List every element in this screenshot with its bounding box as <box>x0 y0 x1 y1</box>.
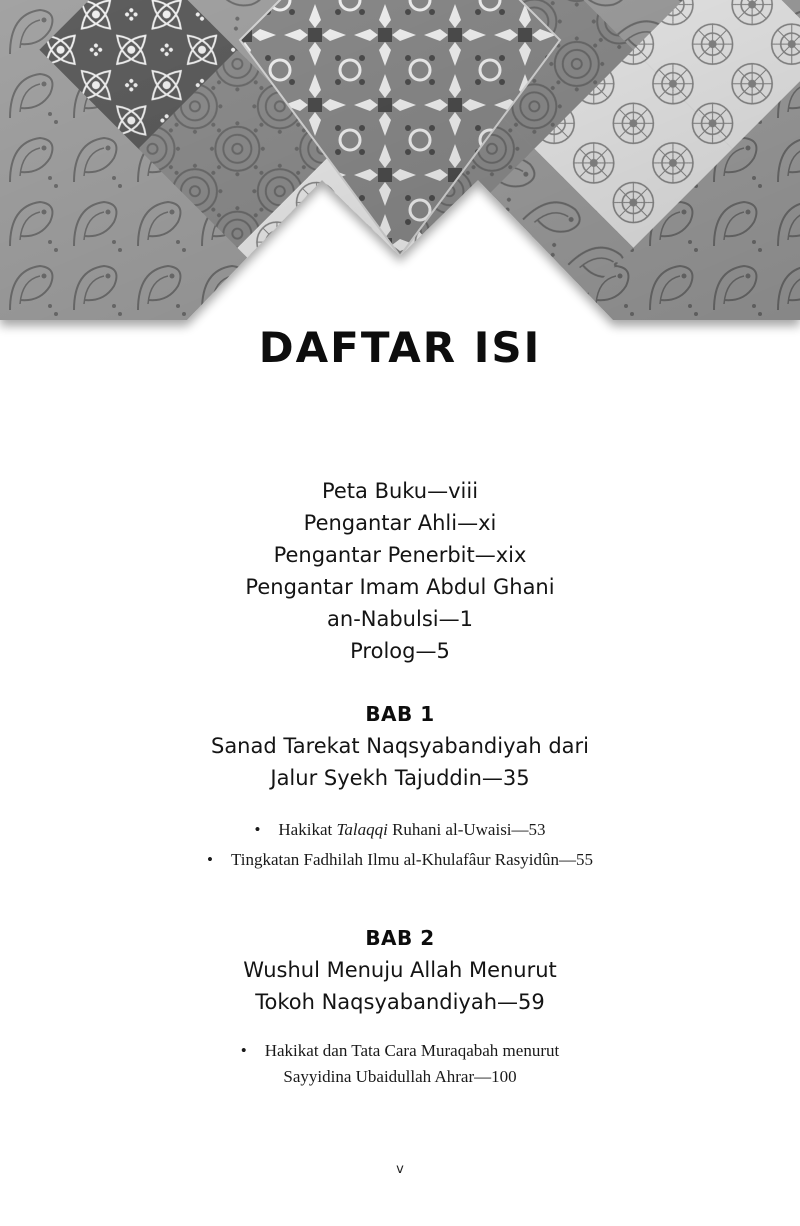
bullet-icon: • <box>254 820 261 839</box>
subsection-text: Tingkatan Fadhilah Ilmu al-Khulafâur Rasyidûn—55 <box>230 850 593 869</box>
chapter-2-label: BAB 2 <box>365 926 435 950</box>
toc-entry-pengantar-imam-line1[interactable]: Pengantar Imam Abdul Ghani <box>245 575 555 599</box>
chapter-2-title-line1[interactable]: Wushul Menuju Allah Menurut <box>243 958 557 982</box>
subsection-text: Ruhani al-Uwaisi—53 <box>387 820 546 839</box>
toc-entry-prolog[interactable]: Prolog—5 <box>350 639 450 663</box>
page-title: DAFTAR ISI <box>258 323 542 373</box>
bullet-icon: • <box>240 1041 247 1060</box>
subsection-text: Hakikat <box>278 820 337 839</box>
chapter-1-subsection-2[interactable] <box>0 847 800 873</box>
toc-entry-peta-buku[interactable]: Peta Buku—viii <box>321 479 479 503</box>
subsection-text: Sayyidina Ubaidullah Ahrar—100 <box>283 1067 517 1086</box>
chapter-2-title-line2[interactable]: Tokoh Naqsyabandiyah—59 <box>255 990 545 1014</box>
page-number: v <box>396 1162 404 1177</box>
chapter-1-subsection-1[interactable] <box>0 817 800 843</box>
subsection-italic-term: Talaqqi <box>336 820 388 839</box>
chapter-1-title-line1[interactable]: Sanad Tarekat Naqsyabandiyah dari <box>210 734 590 758</box>
toc-entry-pengantar-imam-line2[interactable]: an-Nabulsi—1 <box>327 607 473 631</box>
bullet-icon: • <box>207 850 213 869</box>
chapter-2-subsection-1-line1[interactable] <box>0 1038 800 1064</box>
toc-entry-pengantar-ahli[interactable]: Pengantar Ahli—xi <box>303 511 497 535</box>
chapter-1-title-line2[interactable]: Jalur Syekh Tajuddin—35 <box>270 766 530 790</box>
chapter-2-subsection-1-line2[interactable] <box>0 1064 800 1090</box>
toc-entry-pengantar-penerbit[interactable]: Pengantar Penerbit—xix <box>273 543 527 567</box>
header-ornament <box>0 0 800 340</box>
subsection-text: Hakikat dan Tata Cara Muraqabah menurut <box>264 1041 560 1060</box>
chapter-1-label: BAB 1 <box>365 702 435 726</box>
